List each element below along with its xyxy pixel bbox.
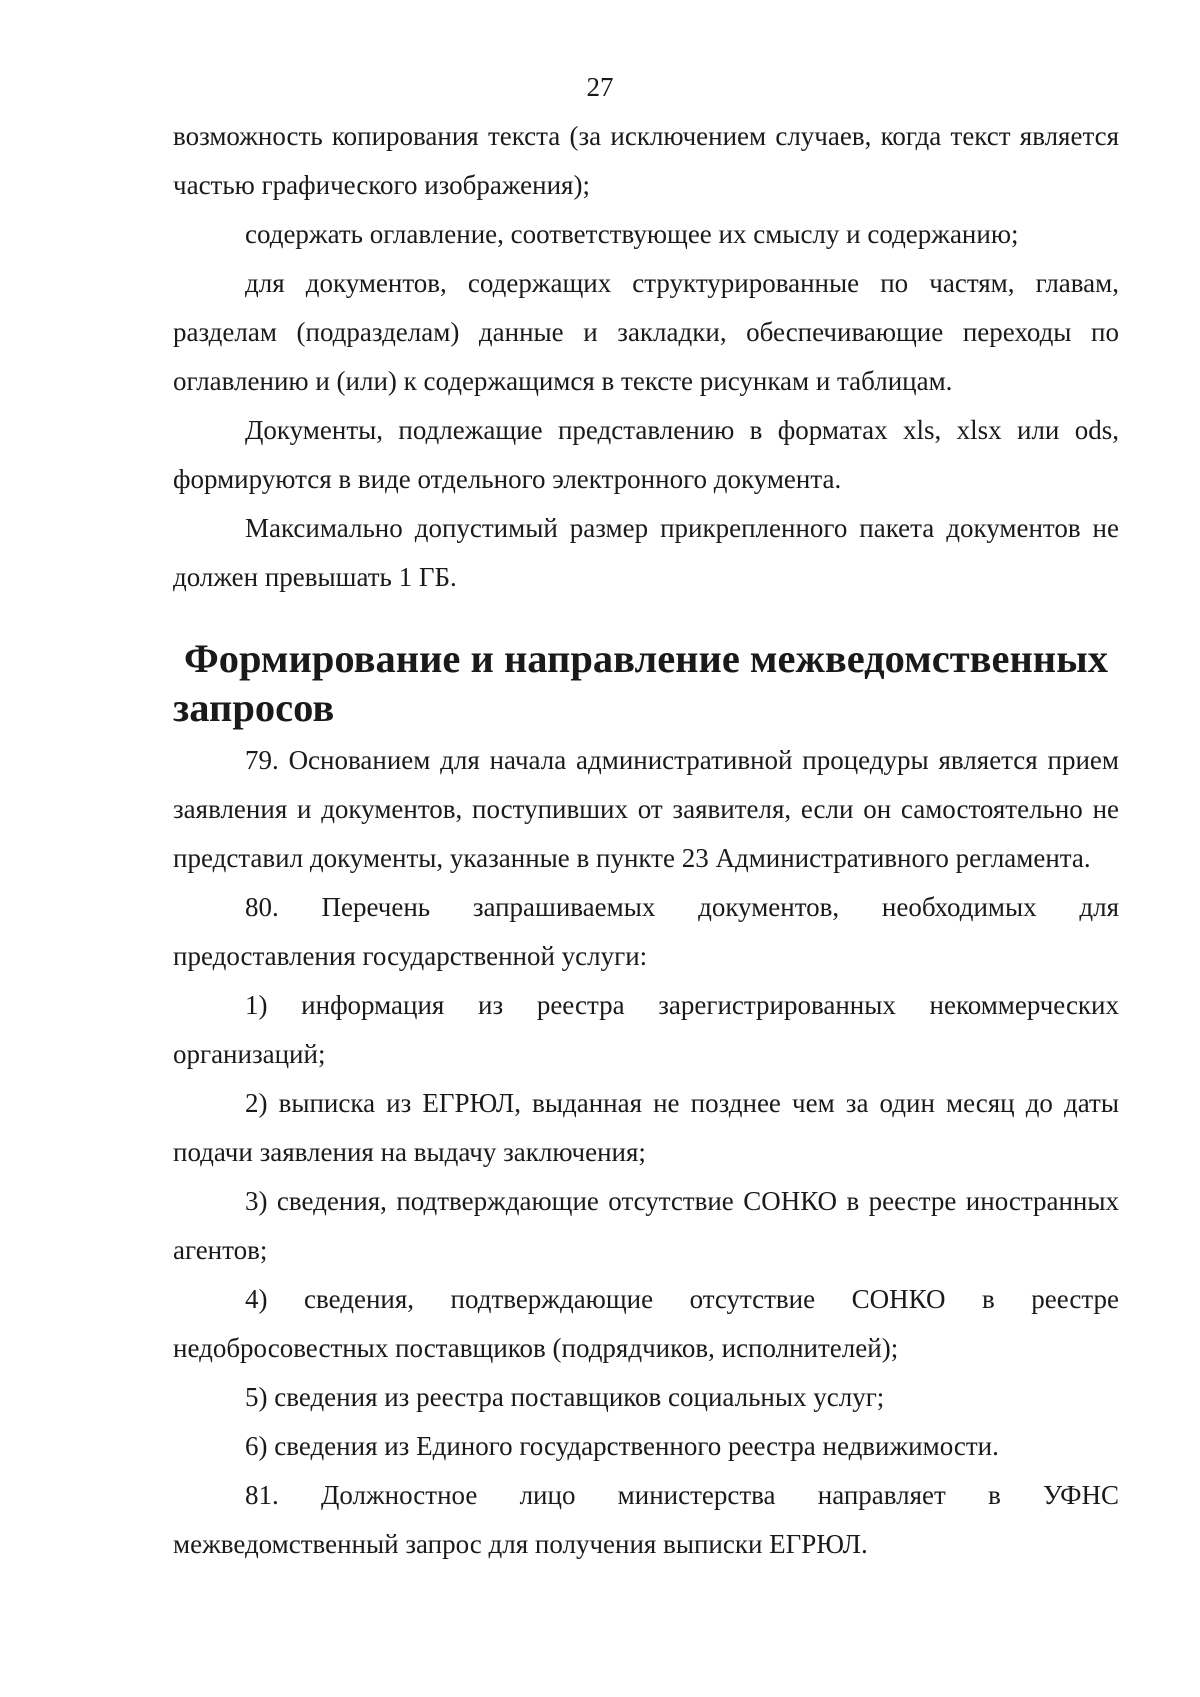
list-item-1: 1) информация из реестра зарегистрированных некоммерческих организаций; xyxy=(173,990,1119,1069)
paragraph-table-of-contents: содержать оглавление, соответствующее их смыслу и содержанию; xyxy=(245,219,1019,249)
page-number: 27 xyxy=(586,72,614,102)
paragraph-bookmarks: для документов, содержащих структурированные по частям, главам, разделам (подразделам) данные и закладки, обеспечивающие переходы по оглавлению и (или) к содержащимся в тексте рисункам и таблицам. xyxy=(173,268,1119,396)
paragraph-spreadsheet-formats: Документы, подлежащие представлению в форматах xls, xlsx или ods, формируются в виде отдельного электронного документа. xyxy=(173,415,1119,494)
list-item-3: 3) сведения, подтверждающие отсутствие СОНКО в реестре иностранных агентов; xyxy=(173,1186,1119,1265)
paragraph-continuation: возможность копирования текста (за исключением случаев, когда текст является частью графического изображения); xyxy=(173,121,1119,200)
section-heading: Формирование и направление межведомственных запросов xyxy=(173,636,1108,730)
list-item-2: 2) выписка из ЕГРЮЛ, выданная не позднее чем за один месяц до даты подачи заявления на выдачу заключения; xyxy=(173,1088,1119,1167)
paragraph-item-79: 79. Основанием для начала административной процедуры является прием заявления и документов, поступивших от заявителя, если он самостоятельно не представил документы, указанные в пункте 23 Административного регламента. xyxy=(173,745,1119,873)
list-item-6: 6) сведения из Единого государственного реестра недвижимости. xyxy=(245,1431,999,1461)
list-item-5: 5) сведения из реестра поставщиков социальных услуг; xyxy=(245,1382,885,1412)
paragraph-max-size: Максимально допустимый размер прикрепленного пакета документов не должен превышать 1 ГБ. xyxy=(173,513,1119,592)
paragraph-item-80: 80. Перечень запрашиваемых документов, необходимых для предоставления государственной услуги: xyxy=(173,892,1119,971)
paragraph-item-81: 81. Должностное лицо министерства направляет в УФНС межведомственный запрос для получения выписки ЕГРЮЛ. xyxy=(173,1480,1119,1559)
list-item-4: 4) сведения, подтверждающие отсутствие СОНКО в реестре недобросовестных поставщиков (подрядчиков, исполнителей); xyxy=(173,1284,1119,1363)
document-body xyxy=(173,112,1119,1569)
